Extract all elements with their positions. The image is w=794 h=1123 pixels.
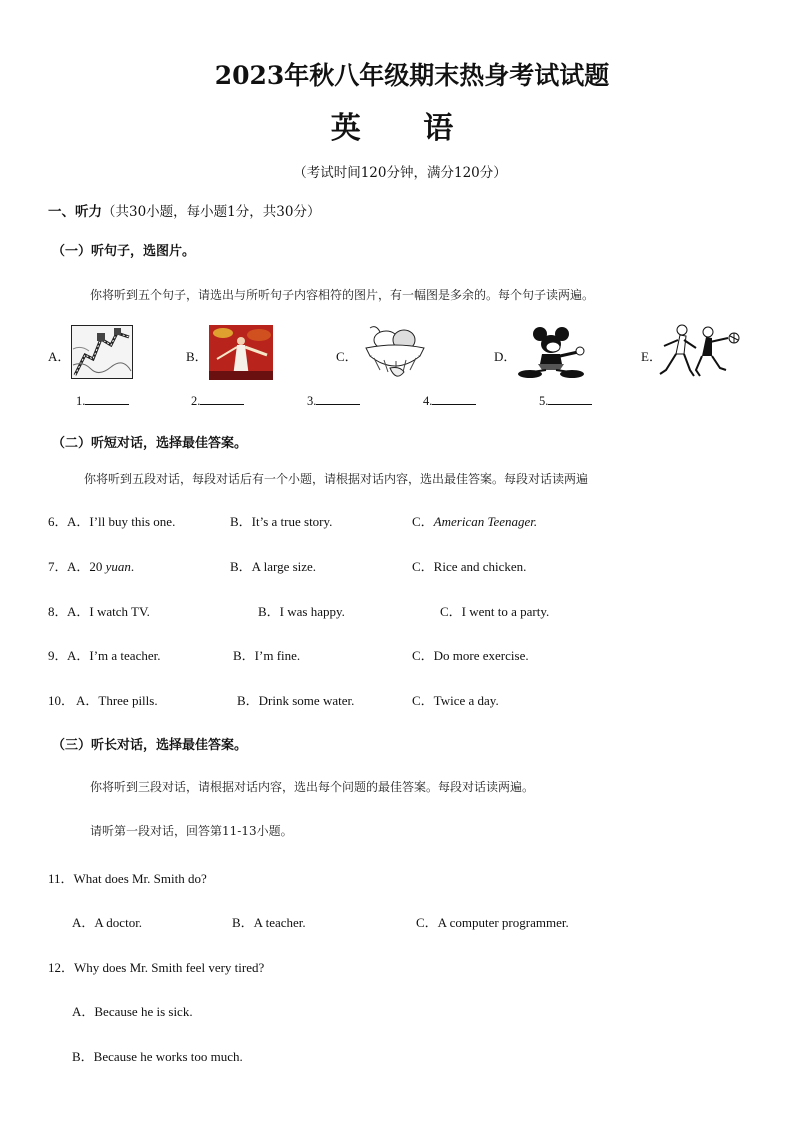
part2-heading: （二）听短对话，选择最佳答案。	[52, 436, 248, 451]
answer-blank-3[interactable]	[307, 392, 360, 409]
option-c	[412, 511, 537, 530]
option-a: A．I’m a teacher.	[67, 648, 161, 663]
answer-blank-2[interactable]	[191, 392, 244, 409]
section-note: （共30小题，每小题1分，共30分）	[102, 204, 321, 220]
option-c: C．Twice a day.	[412, 693, 499, 708]
great-wall-icon	[71, 325, 133, 379]
picture-label-e: E．	[641, 349, 662, 364]
mickey-mouse-icon	[516, 326, 590, 380]
answer-blank-5[interactable]	[539, 392, 592, 409]
option-b: B．A teacher.	[232, 915, 306, 930]
option-b: B．Because he works too much.	[72, 1049, 243, 1064]
option-a: A．Because he is sick.	[72, 1004, 193, 1019]
blank-number: 4.	[423, 394, 433, 408]
blank-number: 1.	[76, 394, 86, 408]
option-b: B．I’m fine.	[233, 648, 301, 663]
question-number: 10．	[48, 693, 75, 708]
blank-number: 3.	[307, 394, 317, 408]
option-a: A．A doctor.	[72, 915, 143, 930]
option-c-text: American Teenager.	[433, 514, 538, 529]
question-12-stem: 12．Why does Mr. Smith feel very tired?	[48, 960, 265, 975]
option-c-prefix: C．	[412, 514, 434, 529]
question-number: 6．	[48, 514, 68, 529]
section-label: 一、听力	[48, 204, 102, 220]
option-c: C．I went to a party.	[440, 604, 550, 619]
question-number: 7．	[48, 559, 68, 574]
part1-heading: （一）听句子，选图片。	[52, 244, 196, 259]
blank-number: 5.	[539, 394, 549, 408]
option-a-italic: yuan	[105, 559, 131, 574]
option-c: C．Do more exercise.	[412, 648, 529, 663]
part3-sub-instruction: 请听第一段对话，回答第11-13小题。	[90, 824, 293, 838]
picture-label-c: C．	[336, 349, 358, 364]
exam-title: 2023年秋八年级期末热身考试试题	[214, 61, 610, 90]
answer-blank-4[interactable]	[423, 392, 476, 409]
option-b: B．It’s a true story.	[230, 514, 333, 529]
question-11-stem: 11．What does Mr. Smith do?	[48, 871, 207, 886]
fruit-basket-icon	[362, 326, 428, 381]
question-number: 9．	[48, 648, 68, 663]
question-number: 8．	[48, 604, 68, 619]
section-heading	[48, 200, 320, 220]
option-a: A．Three pills.	[76, 693, 158, 708]
option-b: B．A large size.	[230, 559, 317, 574]
dancer-icon	[209, 325, 273, 380]
option-b: B．I was happy.	[258, 604, 345, 619]
picture-label-d: D．	[494, 349, 517, 364]
part1-instruction: 你将听到五个句子，请选出与所听句子内容相符的图片，有一幅图是多余的。每个句子读两遍。	[90, 288, 595, 302]
picture-label-a: A．	[48, 349, 71, 364]
option-b: B．Drink some water.	[237, 693, 355, 708]
option-a-prefix: A．20	[67, 559, 106, 574]
option-c: C．Rice and chicken.	[412, 559, 527, 574]
part3-instruction: 你将听到三段对话，请根据对话内容，选出每个问题的最佳答案。每段对话读两遍。	[90, 780, 535, 794]
option-a: A．I’ll buy this one.	[67, 514, 176, 529]
blank-number: 2.	[191, 394, 201, 408]
basketball-players-icon	[656, 322, 740, 380]
option-c: C．A computer programmer.	[416, 915, 569, 930]
part3-heading: （三）听长对话，选择最佳答案。	[52, 738, 248, 753]
option-a: A．I watch TV.	[67, 604, 150, 619]
part2-instruction: 你将听到五段对话，每段对话后有一个小题，请根据对话内容，选出最佳答案。每段对话读两遍	[84, 472, 589, 486]
subject-title: 英 语	[330, 111, 480, 146]
answer-blank-1[interactable]	[76, 392, 129, 409]
option-a-suffix: .	[130, 559, 135, 574]
picture-label-b: B．	[186, 349, 208, 364]
option-a	[67, 556, 134, 575]
exam-info: （考试时间120分钟，满分120分）	[293, 165, 507, 181]
